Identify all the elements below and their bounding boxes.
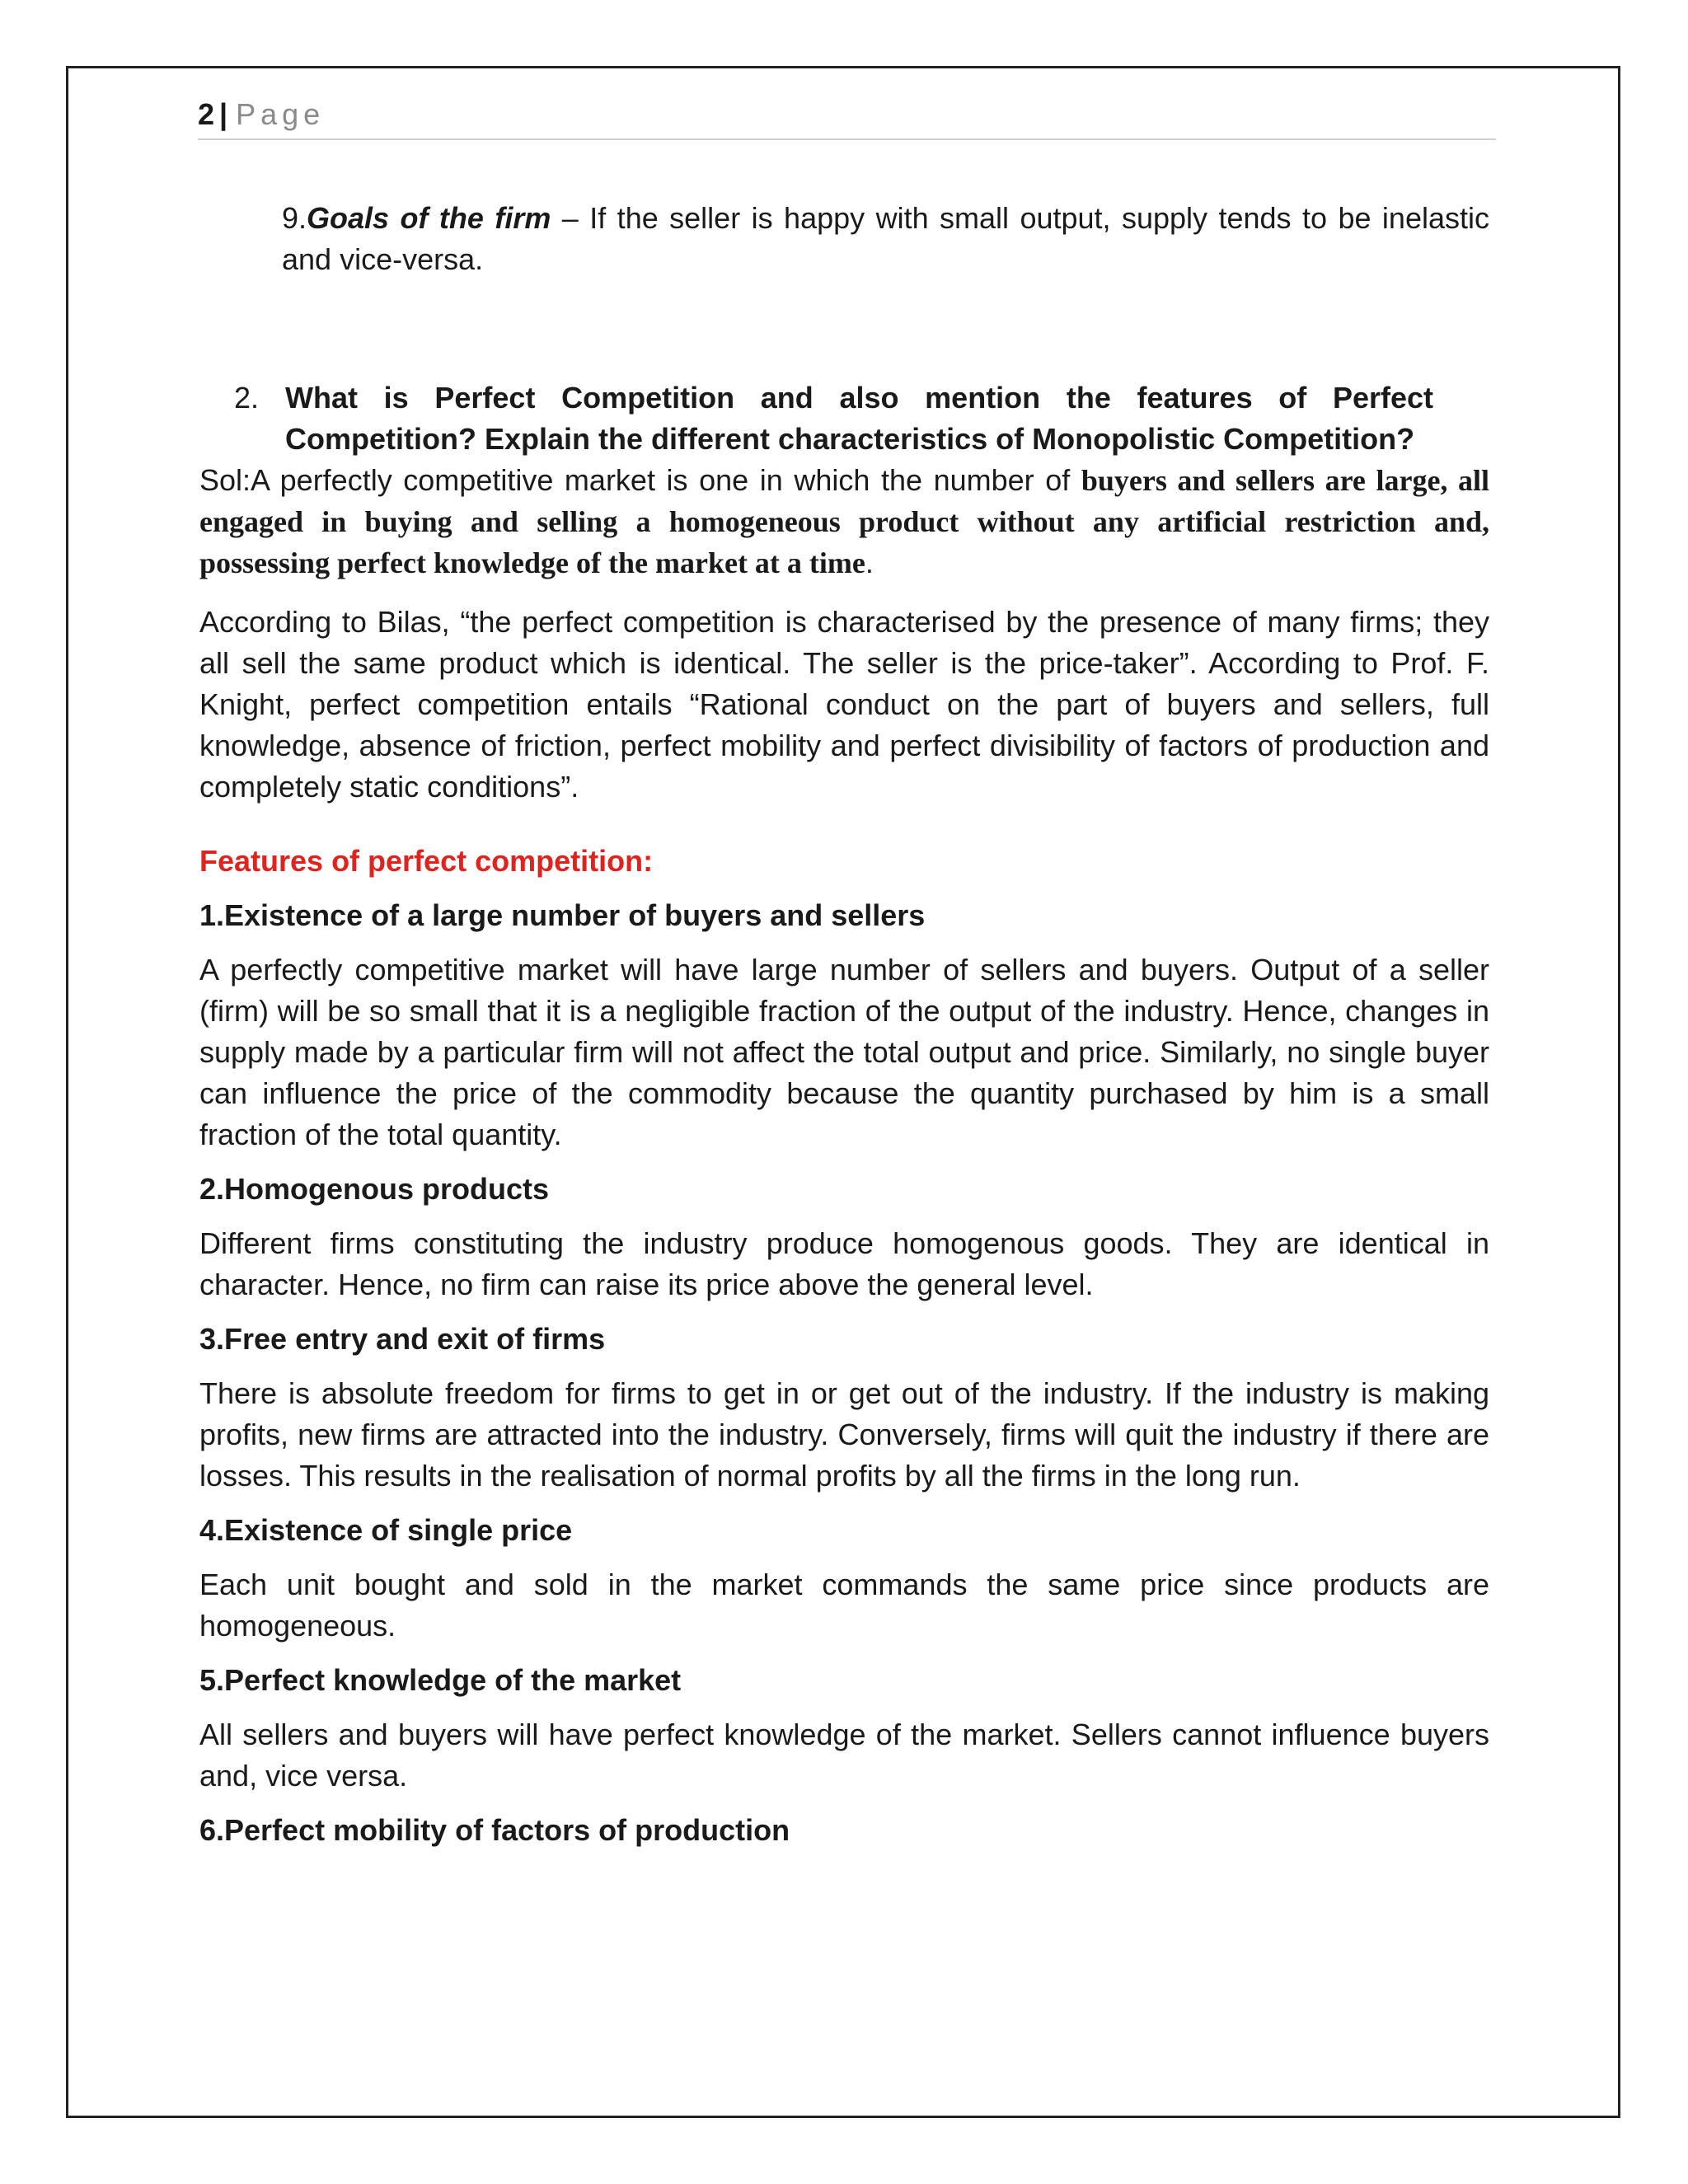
item-9-text: – If the seller is happy with small output, supply tends to be inelastic and vice-versa. bbox=[282, 201, 1489, 276]
question-text: What is Perfect Competition and also mention the features of Perfect Competition? Explain the different characteristics of Monopolistic Competition? bbox=[285, 381, 1433, 456]
header-separator: | bbox=[219, 97, 228, 131]
feature-body-3: There is absolute freedom for firms to get in or get out of the industry. If the industry is making profits, new firms are attracted into the industry. Conversely, firms will quit the industry if there are losses. This results in the realisation of normal profits by all the firms in the long run. bbox=[199, 1376, 1489, 1493]
solution-prefix: Sol: bbox=[199, 463, 251, 497]
solution-text-bold: buyers and sellers are large, all engaged in buying and selling a homogeneous product without any artificial restriction and, possessing perfect knowledge of the market at a time bbox=[199, 464, 1490, 579]
feature-heading-5: 5.Perfect knowledge of the market bbox=[199, 1663, 682, 1697]
page-header bbox=[198, 97, 1496, 140]
feature-body-1: A perfectly competitive market will have large number of sellers and buyers. Output of a seller (firm) will be so small that it is a negligible fraction of the output of the industry. Hence, changes in supply made by a particular firm will not affect the total output and price. Similarly, no single buyer can influence the price of the commodity because the quantity purchased by him is a small fraction of the total quantity. bbox=[199, 953, 1489, 1151]
feature-heading-1: 1.Existence of a large number of buyers and sellers bbox=[199, 898, 926, 932]
question-2 bbox=[234, 377, 1433, 460]
solution-paragraph bbox=[199, 460, 1489, 583]
feature-heading-6: 6.Perfect mobility of factors of production bbox=[199, 1813, 790, 1847]
feature-body-5: All sellers and buyers will have perfect knowledge of the market. Sellers cannot influence buyers and, vice versa. bbox=[199, 1718, 1489, 1793]
feature-heading-2: 2.Homogenous products bbox=[199, 1172, 550, 1206]
feature-heading-3: 3.Free entry and exit of firms bbox=[199, 1322, 606, 1356]
features-title: Features of perfect competition: bbox=[199, 844, 654, 878]
page-number: 2 bbox=[198, 97, 215, 131]
item-9-title: Goals of the firm bbox=[307, 201, 551, 235]
document-body bbox=[199, 198, 1489, 1851]
question-number: 2. bbox=[234, 381, 260, 415]
solution-text-end: . bbox=[865, 546, 874, 579]
feature-body-4: Each unit bought and sold in the market commands the same price since products are homogeneous. bbox=[199, 1568, 1489, 1643]
bilas-paragraph: According to Bilas, “the perfect competition is characterised by the presence of many firms; they all sell the same product which is identical. The seller is the price-taker”. According to Prof. F. Knight, perfect competition entails “Rational conduct on the part of buyers and sellers, full knowledge, absence of friction, perfect mobility and perfect divisibility of factors of production and completely static conditions”. bbox=[199, 605, 1489, 804]
item-9 bbox=[282, 198, 1489, 280]
solution-text-regular: A perfectly competitive market is one in which the number of bbox=[251, 463, 1081, 497]
feature-body-2: Different firms constituting the industry produce homogenous goods. They are identical in character. Hence, no firm can raise its price above the general level. bbox=[199, 1226, 1489, 1301]
feature-heading-4: 4.Existence of single price bbox=[199, 1513, 573, 1547]
page-label: Page bbox=[236, 97, 326, 131]
item-9-prefix: 9. bbox=[282, 201, 307, 235]
